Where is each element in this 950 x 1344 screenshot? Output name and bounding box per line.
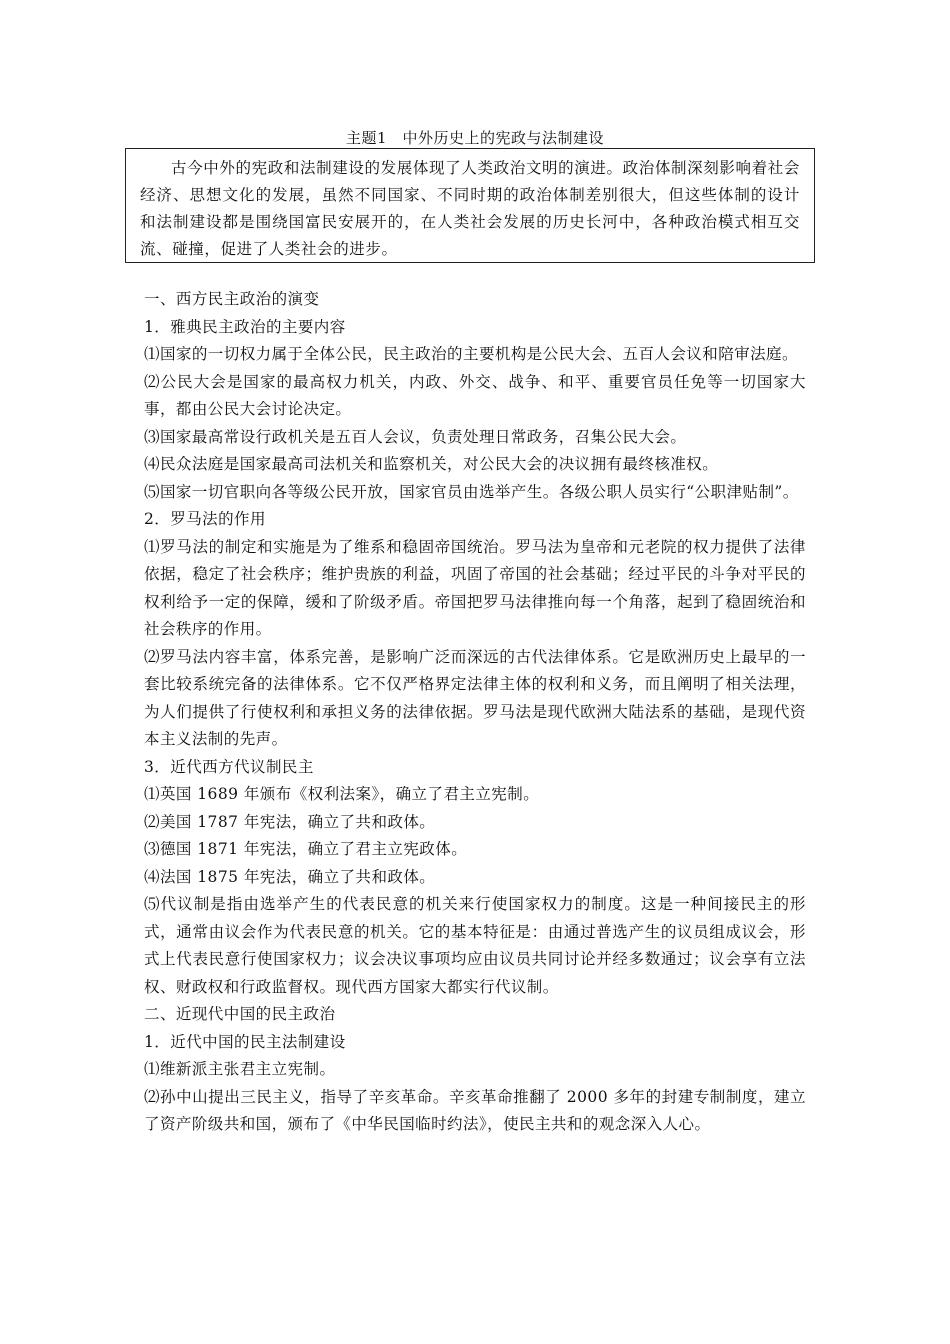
subsection-heading: 1．近代中国的民主法制建设 (144, 1032, 346, 1051)
subsection-heading: 2．罗马法的作用 (144, 510, 266, 528)
document-body (144, 286, 806, 1139)
paragraph: ⑷法国 1875 年宪法，确立了共和政体。 (144, 867, 436, 886)
paragraph: ⑵孙中山提出三民主义，指导了辛亥革命。辛亥革命推翻了 2000 多年的封建专制制度，建立了资产阶级共和国，颁布了《中华民国临时约法》，使民主共和的观念深入人心。 (144, 1087, 806, 1133)
paragraph: ⑴国家的一切权力属于全体公民，民主政治的主要机构是公民大会、五百人会议和陪审法庭。 (144, 345, 798, 363)
paragraph: ⑸代议制是指由选举产生的代表民意的机关来行使国家权力的制度。这是一种间接民主的形式，通常由议会作为代表民意的机关。它的基本特征是：由通过普选产生的议员组成议会，形式上代表民意行使国家权力；议会决议事项均应由议员共同讨论并经多数通过；议会享有立法权、财政权和行政监督权。现代西方国家大都实行代议制。 (144, 895, 806, 996)
paragraph: ⑶国家最高常设行政机关是五百人会议，负责处理日常政务，召集公民大会。 (144, 427, 687, 446)
paragraph: ⑴英国 1689 年颁布《权利法案》，确立了君主立宪制。 (144, 785, 540, 803)
subsection-heading: 3．近代西方代议制民主 (144, 757, 314, 776)
paragraph: ⑵公民大会是国家的最高权力机关，内政、外交、战争、和平、重要官员任免等一切国家大事，都由公民大会讨论决定。 (144, 372, 806, 418)
paragraph: ⑴维新派主张君主立宪制。 (144, 1060, 336, 1078)
page-title: 主题1 中外历史上的宪政与法制建设 (345, 129, 605, 147)
paragraph: ⑵罗马法内容丰富，体系完善，是影响广泛而深远的古代法律体系。它是欧洲历史上最早的一套比较系统完备的法律体系。它不仅严格界定法律主体的权利和义务，而且阐明了相关法理，为人们提供了行使权利和承担义务的法律依据。罗马法是现代欧洲大陆法系的基础，是现代资本主义法制的先声。 (144, 647, 806, 748)
intro-box: 古今中外的宪政和法制建设的发展体现了人类政治文明的演进。政治体制深刻影响着社会经济、思想文化的发展，虽然不同国家、不同时期的政治体制差别很大，但这些体制的设计和法制建设都是围绕国富民安展开的，在人类社会发展的历史长河中，各种政治模式相互交流、碰撞，促进了人类社会的进步。 (125, 148, 815, 263)
section-heading: 一、西方民主政治的演变 (144, 290, 320, 308)
section-heading: 二、近现代中国的民主政治 (144, 1005, 336, 1023)
paragraph: ⑶德国 1871 年宪法，确立了君主立宪政体。 (144, 840, 468, 858)
paragraph: ⑷民众法庭是国家最高司法机关和监察机关，对公民大会的决议拥有最终核准权。 (144, 455, 719, 473)
paragraph: ⑵美国 1787 年宪法，确立了共和政体。 (144, 812, 436, 831)
subsection-heading: 1．雅典民主政治的主要内容 (144, 317, 346, 336)
paragraph: ⑴罗马法的制定和实施是为了维系和稳固帝国统治。罗马法为皇帝和元老院的权力提供了法律依据，稳定了社会秩序；维护贵族的利益，巩固了帝国的社会基础；经过平民的斗争对平民的权利给予一定的保障，缓和了阶级矛盾。帝国把罗马法律推向每一个角落，起到了稳固统治和社会秩序的作用。 (144, 537, 806, 638)
paragraph: ⑸国家一切官职向各等级公民开放，国家官员由选举产生。各级公职人员实行“公职津贴制”。 (144, 482, 799, 501)
